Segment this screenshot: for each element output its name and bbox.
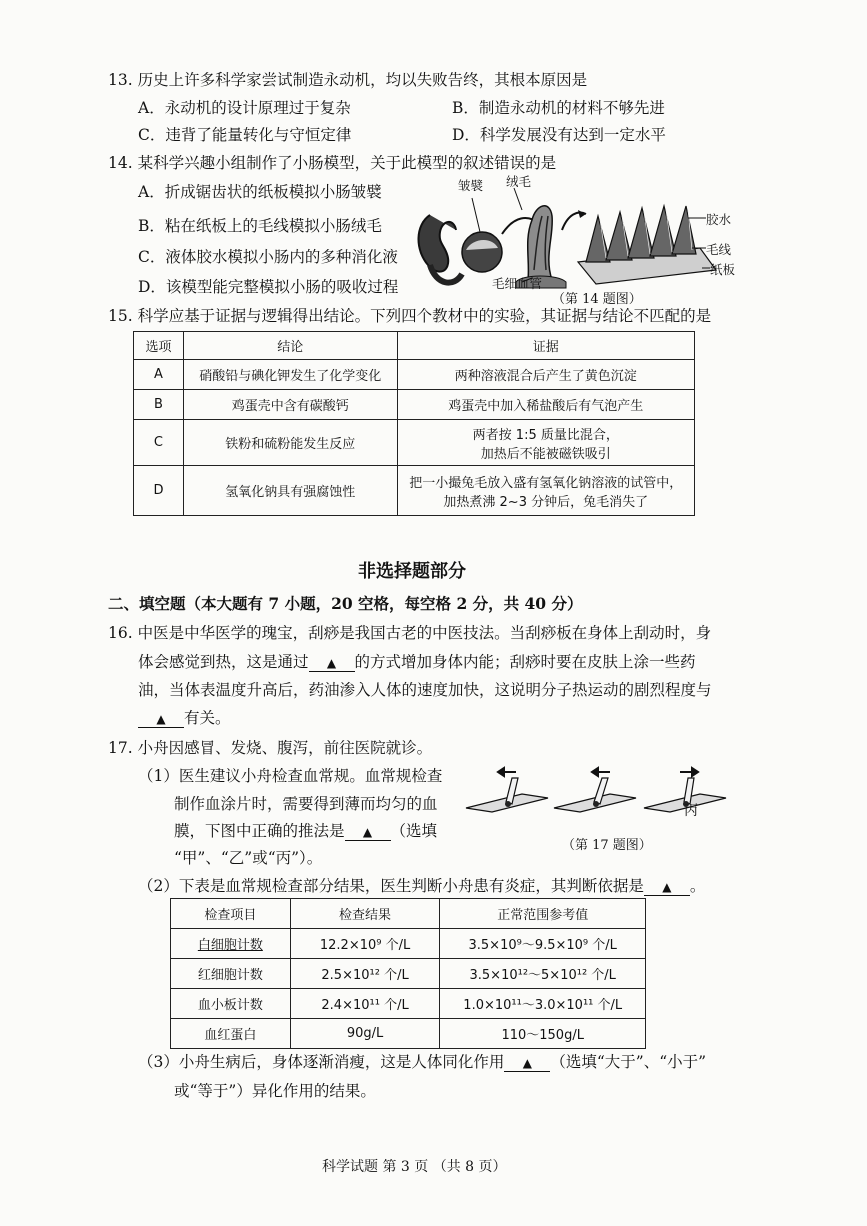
row-item: 血小板计数 — [171, 989, 291, 1019]
option-c-label: 丙 — [684, 803, 698, 819]
q16-line-2-start: 体会感觉到热，这是通过 — [138, 653, 309, 671]
q17-p1-line-3 — [174, 819, 437, 841]
q16-line-4 — [138, 706, 231, 728]
blank-marker: ▲ — [662, 880, 672, 894]
blank-marker: ▲ — [156, 712, 166, 726]
row-evidence — [397, 420, 694, 466]
row-option: A — [134, 360, 184, 390]
row-option: B — [134, 390, 184, 420]
blood-smear-figure — [462, 766, 732, 856]
q16-line-1: 16. 中医是中华医学的瑰宝，刮痧是我国古老的中医技法。当刮痧板在身体上刮动时，身 — [108, 624, 712, 642]
table-row — [171, 959, 646, 989]
row-conclusion: 氢氧化钠具有强腐蚀性 — [183, 466, 397, 516]
header-option: 选项 — [134, 332, 184, 360]
blank-marker: ▲ — [362, 825, 373, 839]
evidence-line-1: 两者按 1:5 质量比混合， — [472, 427, 619, 443]
page-footer: 科学试题 第 3 页 （共 8 页） — [322, 1159, 507, 1175]
q17-p1-line-1: （1）医生建议小舟检查血常规。血常规检查 — [138, 767, 443, 785]
q17-p3-start: （3）小舟生病后，身体逐渐消瘦，这是人体同化作用 — [138, 1053, 505, 1071]
q17-stem: 17. 小舟因感冒、发烧、腹泻，前往医院就诊。 — [108, 739, 433, 757]
q17-p1-line-3-end: （选填 — [390, 822, 438, 840]
row-reference: 1.0×10¹¹～3.0×10¹¹ 个/L — [440, 989, 646, 1019]
table-row — [171, 1019, 646, 1049]
table-header-row — [171, 899, 646, 929]
header-result: 检查结果 — [290, 899, 440, 929]
q14-stem: 14. 某科学兴趣小组制作了小肠模型，关于此模型的叙述错误的是 — [108, 154, 557, 172]
evidence-line-2: 加热煮沸 2~3 分钟后，兔毛消失了 — [443, 494, 649, 510]
q16-line-3: 油，当体表温度升高后，药油渗入人体的速度加快，这说明分子热运动的剧烈程度与 — [138, 681, 712, 699]
q17-blank-1[interactable] — [345, 822, 391, 841]
q16-blank-2[interactable] — [138, 709, 184, 728]
row-option: C — [134, 420, 184, 466]
row-result: 12.2×10⁹ 个/L — [290, 929, 440, 959]
q17-p2-end: 。 — [689, 877, 706, 895]
q16-line-2 — [138, 650, 696, 672]
small-intestine-figure — [410, 170, 740, 310]
q14-option-b: B．粘在纸板上的毛线模拟小肠绒毛 — [138, 217, 382, 235]
yarn-label: 毛线 — [706, 242, 732, 257]
row-item: 红细胞计数 — [171, 959, 291, 989]
q13-option-b: B．制造永动机的材料不够先进 — [452, 99, 665, 117]
header-conclusion: 结论 — [183, 332, 397, 360]
table-row — [134, 420, 695, 466]
table-row — [134, 360, 695, 390]
row-reference: 3.5×10⁹～9.5×10⁹ 个/L — [440, 929, 646, 959]
row-conclusion: 硝酸铅与碘化钾发生了化学变化 — [183, 360, 397, 390]
row-item — [171, 929, 291, 959]
q14-option-d: D．该模型能完整模拟小肠的吸收过程 — [138, 278, 399, 296]
table-row — [171, 929, 646, 959]
q15-stem: 15. 科学应基于证据与逻辑得出结论。下列四个教材中的实验，其证据与结论不匹配的是 — [108, 307, 712, 325]
capillary-label: 毛细血管 — [492, 276, 543, 291]
row-result: 90g/L — [290, 1019, 440, 1049]
blank-marker: ▲ — [522, 1056, 532, 1070]
row-evidence: 鸡蛋壳中加入稀盐酸后有气泡产生 — [397, 390, 694, 420]
q17-p1-line-3-start: 膜，下图中正确的推法是 — [174, 822, 345, 840]
q17-p2-start: （2）下表是血常规检查部分结果，医生判断小舟患有炎症，其判断依据是 — [138, 877, 644, 895]
row-evidence — [397, 466, 694, 516]
q15-table — [133, 331, 695, 516]
row-result: 2.5×10¹² 个/L — [290, 959, 440, 989]
row-item: 血红蛋白 — [171, 1019, 291, 1049]
q16-line-2-end: 的方式增加身体内能；刮痧时要在皮肤上涂一些药 — [354, 653, 696, 671]
header-evidence: 证据 — [397, 332, 694, 360]
table-row — [171, 989, 646, 1019]
q14-figure-caption: （第 14 题图） — [552, 292, 642, 307]
header-reference: 正常范围参考值 — [440, 899, 646, 929]
q13-option-c: C．违背了能量转化与守恒定律 — [138, 126, 352, 144]
table-header-row — [134, 332, 695, 360]
row-conclusion: 铁粉和硫粉能发生反应 — [183, 420, 397, 466]
row-evidence: 两种溶液混合后产生了黄色沉淀 — [397, 360, 694, 390]
q17-p3-end: （选填“大于”、“小于” — [550, 1053, 707, 1071]
row-conclusion: 鸡蛋壳中含有碳酸钙 — [183, 390, 397, 420]
q17-blank-3[interactable] — [504, 1053, 550, 1072]
q17-p1-line-2: 制作血涂片时，需要得到薄而均匀的血 — [174, 795, 438, 813]
evidence-line-2: 加热后不能被磁铁吸引 — [480, 446, 611, 462]
q13-option-d: D．科学发展没有达到一定水平 — [452, 126, 666, 144]
q13-stem: 13. 历史上许多科学家尝试制造永动机，均以失败告终，其根本原因是 — [108, 71, 588, 89]
board-label: 纸板 — [710, 262, 736, 277]
table-row — [134, 466, 695, 516]
q13-option-a: A．永动机的设计原理过于复杂 — [138, 99, 351, 117]
glue-label: 胶水 — [706, 212, 732, 227]
q17-blank-2[interactable] — [644, 877, 690, 896]
q16-blank-1[interactable] — [309, 653, 355, 672]
q17-p3-line-2: 或“等于”）异化作用的结果。 — [174, 1082, 376, 1100]
q17-p2 — [138, 874, 705, 896]
q16-line-4-end: 有关。 — [184, 709, 231, 727]
row-reference: 110～150g/L — [440, 1019, 646, 1049]
fill-heading: 二、填空题（本大题有 7 小题，20 空格，每空格 2 分，共 40 分） — [108, 594, 583, 613]
row-item-text: 白细胞计数 — [197, 938, 263, 953]
table-row — [134, 390, 695, 420]
q14-option-a: A．折成锯齿状的纸板模拟小肠皱襞 — [138, 183, 382, 201]
row-reference: 3.5×10¹²～5×10¹² 个/L — [440, 959, 646, 989]
row-option: D — [134, 466, 184, 516]
fold-label: 皱襞 — [458, 178, 484, 193]
q17-figure-caption: （第 17 题图） — [562, 838, 652, 853]
row-result: 2.4×10¹¹ 个/L — [290, 989, 440, 1019]
section-title: 非选择题部分 — [358, 561, 466, 582]
q17-p1-line-4: “甲”、“乙”或“丙”）。 — [174, 849, 323, 867]
villi-label: 绒毛 — [506, 174, 532, 189]
evidence-line-1: 把一小撮兔毛放入盛有氢氧化钠溶液的试管中， — [409, 475, 683, 491]
header-item: 检查项目 — [171, 899, 291, 929]
q17-p3-line-1 — [138, 1050, 706, 1072]
blank-marker: ▲ — [326, 656, 337, 670]
q17-table — [170, 898, 646, 1049]
q14-option-c: C．液体胶水模拟小肠内的多种消化液 — [138, 248, 398, 266]
